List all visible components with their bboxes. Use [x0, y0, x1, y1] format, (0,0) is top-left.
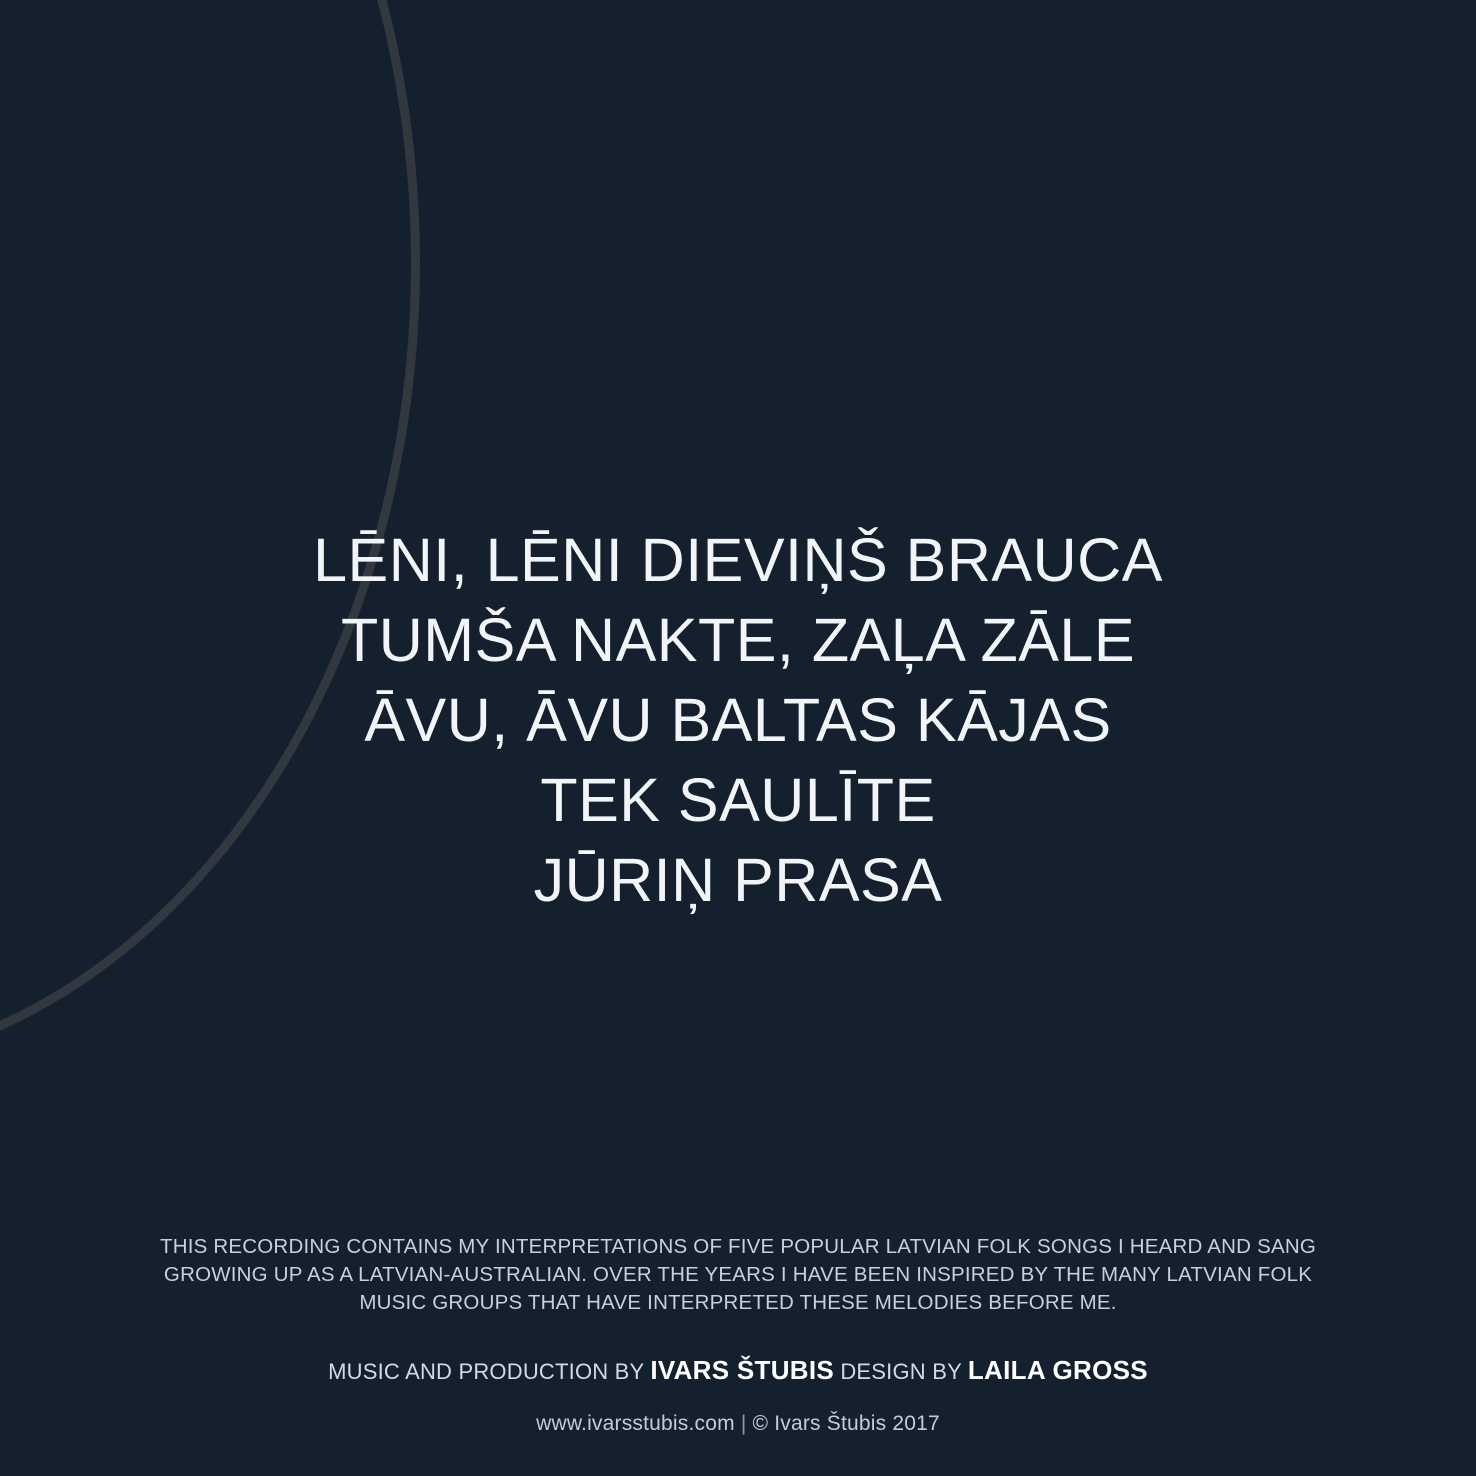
design-credit-label: DESIGN BY [840, 1359, 962, 1384]
description-line: GROWING UP AS A LATVIAN-AUSTRALIAN. OVER THE YEARS I HAVE BEEN INSPIRED BY THE MANY LATVIAN FOLK [163, 1263, 1313, 1286]
track-item: JŪRIŅ PRASA [533, 846, 943, 914]
description-line: MUSIC GROUPS THAT HAVE INTERPRETED THESE MELODIES BEFORE ME. [359, 1291, 1117, 1314]
music-credit-label: MUSIC AND PRODUCTION BY [328, 1359, 645, 1384]
music-credit-name: IVARS ŠTUBIS [650, 1355, 835, 1385]
footer-line [0, 1412, 1476, 1436]
website-link[interactable]: www.ivarsstubis.com [536, 1412, 735, 1435]
credits-block [0, 1233, 1476, 1436]
track-item: TEK SAULĪTE [540, 766, 936, 834]
footer-separator: | [740, 1412, 747, 1435]
track-item: TUMŠA NAKTE, ZAĻA ZĀLE [340, 606, 1136, 674]
description-text [133, 1233, 1343, 1317]
tracklist [0, 520, 1476, 920]
track-item: ĀVU, ĀVU BALTAS KĀJAS [364, 686, 1112, 754]
copyright-text: © Ivars Štubis 2017 [752, 1412, 940, 1435]
design-credit-name: LAILA GROSS [967, 1355, 1148, 1385]
track-item: LĒNI, LĒNI DIEVIŅŠ BRAUCA [313, 526, 1163, 594]
byline [0, 1355, 1476, 1386]
description-line: THIS RECORDING CONTAINS MY INTERPRETATIONS OF FIVE POPULAR LATVIAN FOLK SONGS I HEARD AND SANG [160, 1235, 1316, 1258]
